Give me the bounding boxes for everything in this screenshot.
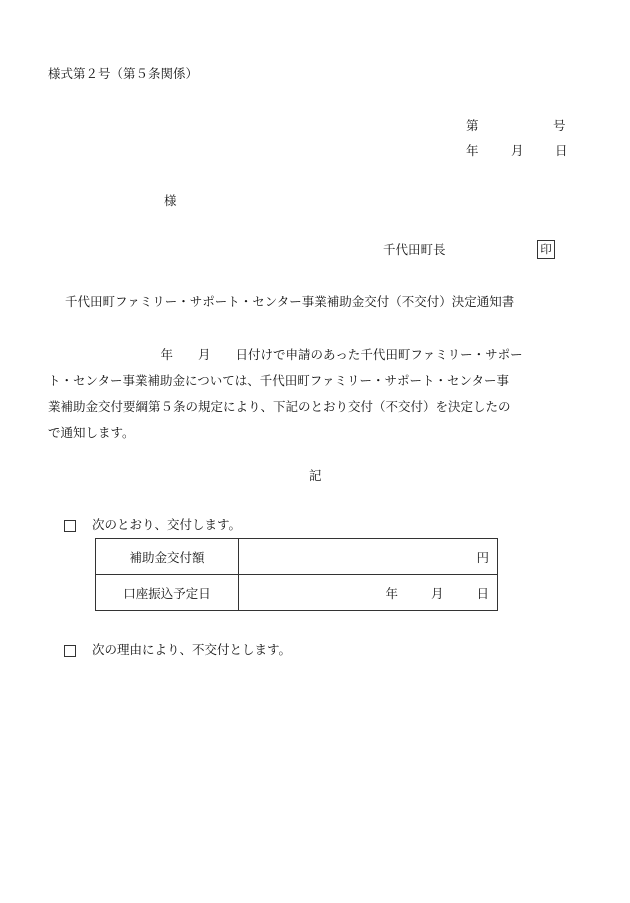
ki-heading: 記 [309,468,322,483]
table-row [96,539,498,575]
body-line: ト・センター事業補助金については、千代田町ファミリー・サポート・センター事 [48,373,510,388]
transfer-date-day: 日 [476,585,489,601]
form-number: 様式第２号（第５条関係） [48,66,199,81]
body-line: で通知します。 [48,425,135,440]
transfer-date-month: 月 [430,585,444,601]
grant-details-table [95,538,498,611]
grant-option-label: 次のとおり、交付します。 [92,517,242,532]
table-row [96,575,498,611]
recipient-honorific: 様 [164,193,177,208]
grant-amount-label: 補助金交付額 [96,539,239,575]
grant-amount-value [239,539,498,575]
issue-date-year: 年 [466,143,479,158]
transfer-date-value [239,575,498,611]
document-title: 千代田町ファミリー・サポート・センター事業補助金交付（不交付）決定通知書 [65,294,515,309]
body-paragraph [48,342,582,446]
issuer-name: 千代田町長 [383,242,446,257]
body-line: 年 月 日付けで申請のあった千代田町ファミリー・サポー [48,347,523,362]
issue-date-month: 月 [511,143,524,158]
seal-stamp: 印 [537,240,555,259]
transfer-date-label: 口座振込予定日 [96,575,239,611]
document-number-suffix: 号 [553,118,566,133]
body-line: 業補助金交付要綱第５条の規定により、下記のとおり交付（不交付）を決定したの [48,399,511,414]
deny-option-label: 次の理由により、不交付とします。 [92,642,292,657]
issue-date-day: 日 [555,143,568,158]
transfer-date-year: 年 [385,585,398,601]
yen-unit: 円 [476,549,489,565]
grant-checkbox[interactable] [64,520,76,532]
deny-checkbox[interactable] [64,645,76,657]
document-number-prefix: 第 [466,118,479,133]
